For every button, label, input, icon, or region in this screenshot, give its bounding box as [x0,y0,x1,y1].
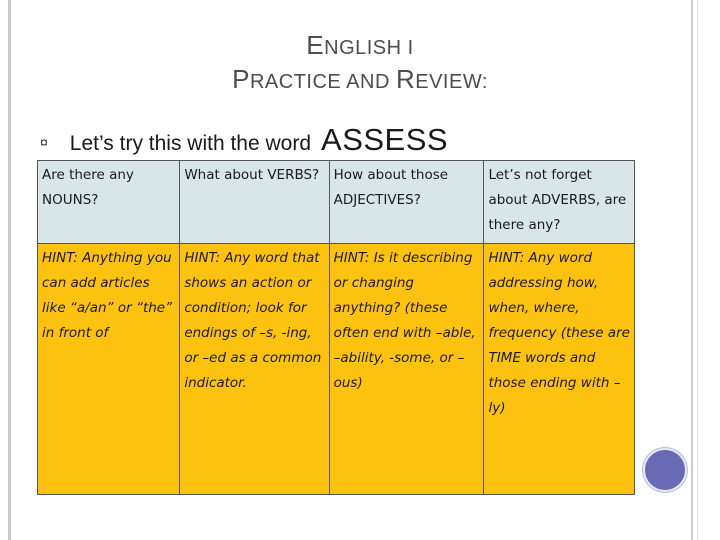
hint-row [38,244,635,495]
title-rest-1: NGLISH I [324,37,414,59]
hint-cell-adjectives: HINT: Is it describing or changing anything? (these often end with –able, –ability, -some, or –ous) [329,244,484,495]
title-initial-r: R [395,64,416,94]
hint-cell-adverbs: HINT: Any word addressing how, when, where, frequency (these are TIME words and those ending with –ly) [484,244,635,495]
hint-cell-verbs: HINT: Any word that shows an action or condition; look for endings of –s, -ing, or –ed as a common indicator. [180,244,329,495]
question-row [38,161,635,244]
hint-cell-nouns: HINT: Anything you can add articles like “a/an” or “the” in front of [38,244,180,495]
bullet-icon: ¤ [40,134,48,150]
slide-title-line2 [120,64,600,95]
practice-table [37,160,635,495]
title-initial-e: E [306,30,325,60]
title-initial-p: P [232,64,250,94]
title-rest-2b: EVIEW: [415,71,488,93]
question-cell-nouns: Are there any NOUNS? [38,161,180,244]
title-rest-2a: RACTICE AND [249,71,396,93]
bullet-text: Let’s try this with the word [69,132,312,155]
slide-title-line1 [120,30,600,61]
question-cell-adjectives: How about those ADJECTIVES? [329,161,484,244]
bullet-word: ASSESS [321,122,449,157]
decorative-circle [643,448,687,492]
bullet-row [40,122,448,156]
question-cell-adverbs: Let’s not forget about ADVERBS, are there any? [484,161,635,244]
question-cell-verbs: What about VERBS? [180,161,329,244]
right-frame-line-thin [697,0,698,540]
right-frame-line [691,0,693,540]
left-frame-line [8,0,11,540]
